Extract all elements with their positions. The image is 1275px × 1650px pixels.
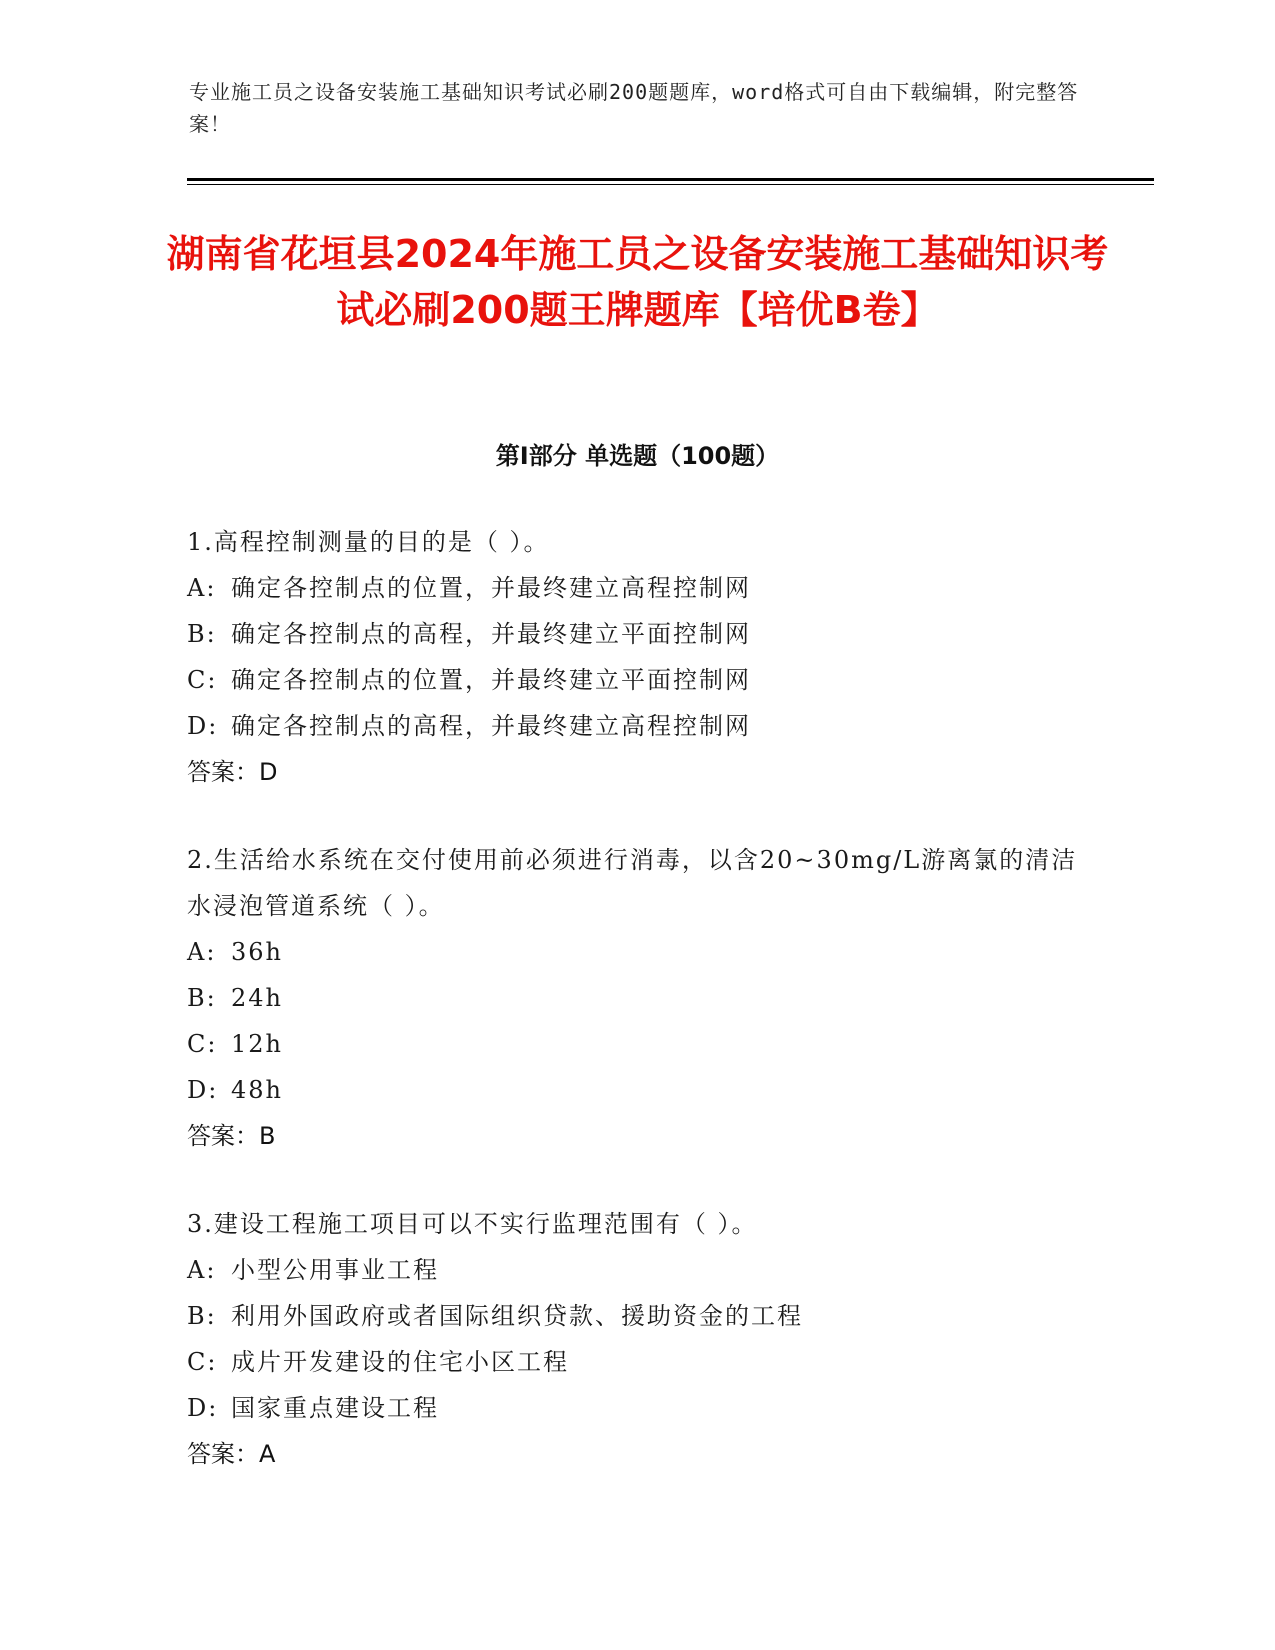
option-a <box>187 929 1087 975</box>
option-letter: B: <box>187 1302 217 1330</box>
option-text: 确定各控制点的高程，并最终建立平面控制网 <box>231 620 751 648</box>
option-c <box>187 1021 1087 1067</box>
option-letter: C: <box>187 1348 218 1376</box>
option-text: 48h <box>231 1076 283 1104</box>
option-a <box>187 565 1087 611</box>
question-1 <box>187 519 1087 795</box>
option-text: 确定各控制点的位置，并最终建立高程控制网 <box>231 574 751 602</box>
question-3 <box>187 1201 1087 1477</box>
answer: 答案：D <box>187 758 278 786</box>
answer: 答案：B <box>187 1122 276 1150</box>
option-letter: D: <box>187 1394 219 1422</box>
option-text: 确定各控制点的位置，并最终建立平面控制网 <box>231 666 751 694</box>
option-letter: B: <box>187 984 217 1012</box>
option-letter: D: <box>187 712 219 740</box>
question-stem: 2.生活给水系统在交付使用前必须进行消毒，以含20~30mg/L游离氯的清洁水浸泡管道系统（ ）。 <box>187 846 1078 920</box>
option-letter: A: <box>187 938 217 966</box>
option-c <box>187 657 1087 703</box>
option-text: 24h <box>231 984 283 1012</box>
option-letter: C: <box>187 666 218 694</box>
header-divider-thick <box>187 178 1154 181</box>
option-b <box>187 611 1087 657</box>
question-2 <box>187 837 1087 1159</box>
option-b <box>187 975 1087 1021</box>
header-note: 专业施工员之设备安装施工基础知识考试必刷200题题库，word格式可自由下载编辑，附完整答案！ <box>189 80 1079 136</box>
option-d <box>187 1067 1087 1113</box>
option-c <box>187 1339 1087 1385</box>
option-text: 12h <box>231 1030 283 1058</box>
option-text: 成片开发建设的住宅小区工程 <box>231 1348 569 1376</box>
option-d <box>187 1385 1087 1431</box>
option-text: 国家重点建设工程 <box>231 1394 439 1422</box>
option-a <box>187 1247 1087 1293</box>
option-letter: C: <box>187 1030 218 1058</box>
option-text: 小型公用事业工程 <box>231 1256 439 1284</box>
document-title: 湖南省花垣县2024年施工员之设备安装施工基础知识考试必刷200题王牌题库【培优B卷】 <box>166 232 1109 332</box>
header-divider-thin <box>187 184 1154 185</box>
option-b <box>187 1293 1087 1339</box>
option-text: 利用外国政府或者国际组织贷款、援助资金的工程 <box>231 1302 803 1330</box>
option-text: 36h <box>231 938 283 966</box>
question-stem: 3.建设工程施工项目可以不实行监理范围有（ ）。 <box>187 1210 758 1238</box>
option-text: 确定各控制点的高程，并最终建立高程控制网 <box>231 712 751 740</box>
option-letter: A: <box>187 574 217 602</box>
option-letter: D: <box>187 1076 219 1104</box>
option-d <box>187 703 1087 749</box>
section-title: 第Ⅰ部分 单选题（100题） <box>495 442 780 470</box>
option-letter: A: <box>187 1256 217 1284</box>
answer: 答案：A <box>187 1440 276 1468</box>
option-letter: B: <box>187 620 217 648</box>
question-stem: 1.高程控制测量的目的是（ ）。 <box>187 528 550 556</box>
